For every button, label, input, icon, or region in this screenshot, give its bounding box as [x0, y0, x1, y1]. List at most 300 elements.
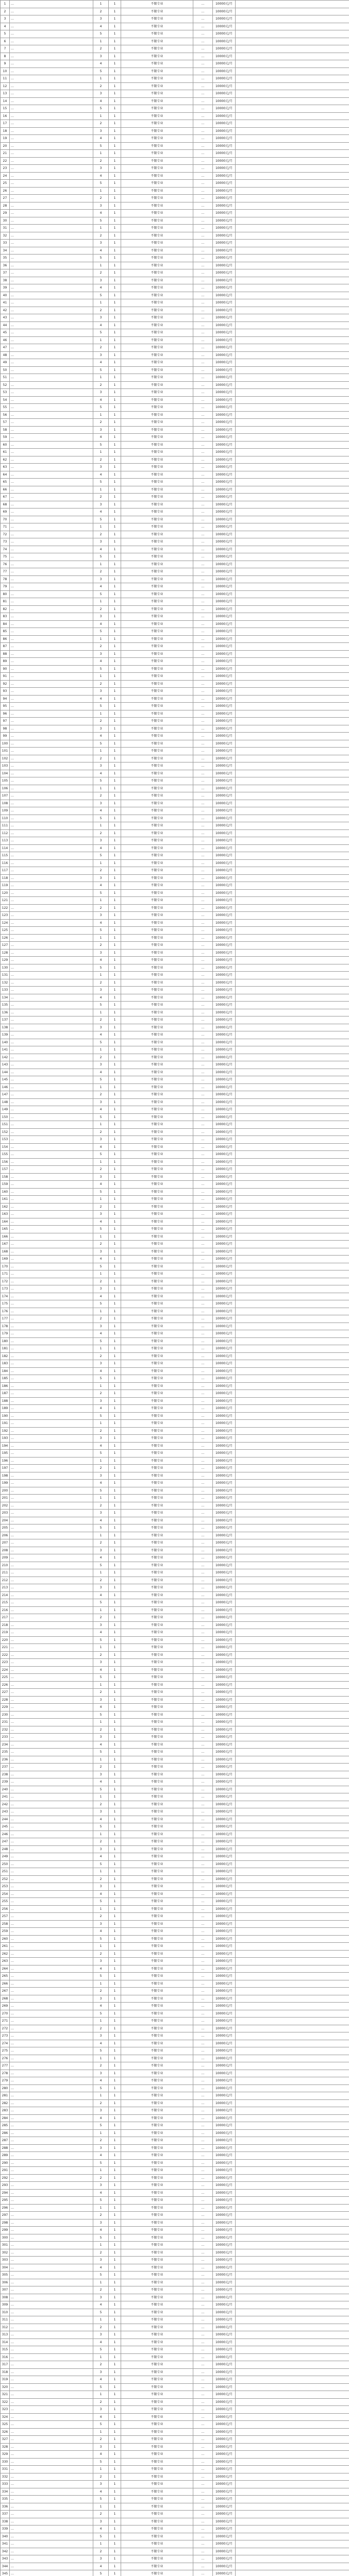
count: 1 — [109, 1076, 121, 1084]
degree: … — [193, 770, 213, 777]
org-name: … — [10, 67, 93, 75]
org-name: … — [10, 120, 93, 128]
remark — [236, 792, 349, 800]
degree: … — [193, 2249, 213, 2257]
major: 不限专业 — [121, 2376, 193, 2384]
post-code: 1 — [93, 150, 109, 158]
degree: … — [193, 1554, 213, 1562]
major: 不限专业 — [121, 2518, 193, 2526]
table-row — [1, 2084, 349, 2092]
table-row — [1, 2383, 349, 2391]
count: 1 — [109, 2496, 121, 2503]
post-code: 3 — [93, 389, 109, 397]
count: 1 — [109, 2518, 121, 2526]
salary: 10000元/月 — [213, 859, 236, 867]
post-code: 3 — [93, 1024, 109, 1031]
major: 不限专业 — [121, 299, 193, 307]
count: 1 — [109, 2018, 121, 2025]
degree: … — [193, 2466, 213, 2473]
org-name: … — [10, 187, 93, 195]
post-code: 4 — [93, 2003, 109, 2010]
remark — [236, 1076, 349, 1084]
degree: … — [193, 1233, 213, 1241]
post-code: 5 — [93, 1226, 109, 1233]
salary: 10000元/月 — [213, 240, 236, 247]
row-number: 21 — [1, 150, 10, 158]
remark — [236, 381, 349, 389]
table-row — [1, 120, 349, 128]
remark — [236, 673, 349, 681]
post-code: 1 — [93, 262, 109, 269]
remark — [236, 867, 349, 875]
post-code: 4 — [93, 695, 109, 703]
row-number: 269 — [1, 2003, 10, 2010]
remark — [236, 1188, 349, 1196]
post-code: 4 — [93, 1666, 109, 1674]
remark — [236, 2353, 349, 2361]
count: 1 — [109, 1420, 121, 1428]
major: 不限专业 — [121, 359, 193, 367]
post-code: 5 — [93, 2458, 109, 2466]
degree: … — [193, 2257, 213, 2264]
table-row — [1, 2070, 349, 2077]
table-row — [1, 1719, 349, 1726]
major: 不限专业 — [121, 1532, 193, 1539]
major: 不限专业 — [121, 777, 193, 785]
major: 不限专业 — [121, 1845, 193, 1853]
degree: … — [193, 82, 213, 90]
count: 1 — [109, 1166, 121, 1174]
remark — [236, 553, 349, 561]
post-code: 2 — [93, 2099, 109, 2107]
degree: … — [193, 1442, 213, 1450]
row-number: 340 — [1, 2533, 10, 2540]
org-name: … — [10, 2421, 93, 2429]
org-name: … — [10, 1278, 93, 1285]
org-name: … — [10, 217, 93, 225]
major: 不限专业 — [121, 1211, 193, 1218]
major: 不限专业 — [121, 1076, 193, 1084]
table-row — [1, 2376, 349, 2384]
org-name: … — [10, 1203, 93, 1211]
count: 1 — [109, 934, 121, 942]
count: 1 — [109, 2353, 121, 2361]
org-name: … — [10, 2481, 93, 2488]
row-number: 147 — [1, 1091, 10, 1099]
table-row — [1, 2294, 349, 2301]
salary: 10000元/月 — [213, 1674, 236, 1682]
count: 1 — [109, 1046, 121, 1054]
salary: 10000元/月 — [213, 1711, 236, 1719]
salary: 10000元/月 — [213, 1412, 236, 1420]
row-number: 52 — [1, 381, 10, 389]
table-row — [1, 2257, 349, 2264]
org-name: … — [10, 837, 93, 845]
count: 1 — [109, 1584, 121, 1592]
post-code: 5 — [93, 590, 109, 598]
major: 不限专业 — [121, 2234, 193, 2242]
major: 不限专业 — [121, 2137, 193, 2145]
table-row — [1, 785, 349, 792]
major: 不限专业 — [121, 240, 193, 247]
degree: … — [193, 2331, 213, 2339]
major: 不限专业 — [121, 546, 193, 553]
row-number: 29 — [1, 210, 10, 217]
org-name: … — [10, 2286, 93, 2294]
degree: … — [193, 1091, 213, 1099]
org-name: … — [10, 1741, 93, 1749]
post-code: 1 — [93, 2055, 109, 2062]
remark — [236, 112, 349, 120]
org-name: … — [10, 2496, 93, 2503]
major: 不限专业 — [121, 1158, 193, 1166]
degree: … — [193, 1263, 213, 1270]
table-row — [1, 1726, 349, 1734]
salary: 10000元/月 — [213, 695, 236, 703]
count: 1 — [109, 1061, 121, 1069]
org-name: … — [10, 1711, 93, 1719]
major: 不限专业 — [121, 1659, 193, 1667]
remark — [236, 262, 349, 269]
salary: 10000元/月 — [213, 344, 236, 352]
table-row — [1, 464, 349, 471]
count: 1 — [109, 381, 121, 389]
table-row — [1, 1397, 349, 1405]
degree: … — [193, 127, 213, 135]
table-row — [1, 523, 349, 531]
post-code: 4 — [93, 1106, 109, 1114]
post-code: 5 — [93, 441, 109, 449]
org-name: … — [10, 2391, 93, 2399]
post-code: 2 — [93, 1651, 109, 1659]
degree: … — [193, 2144, 213, 2152]
remark — [236, 2047, 349, 2055]
degree: … — [193, 1188, 213, 1196]
org-name: … — [10, 755, 93, 762]
count: 1 — [109, 1128, 121, 1136]
remark — [236, 583, 349, 591]
count: 1 — [109, 1845, 121, 1853]
row-number: 294 — [1, 2189, 10, 2197]
post-code: 1 — [93, 1046, 109, 1054]
org-name: … — [10, 979, 93, 987]
table-row — [1, 411, 349, 419]
count: 1 — [109, 2376, 121, 2384]
count: 1 — [109, 740, 121, 748]
table-row — [1, 718, 349, 725]
org-name: … — [10, 2294, 93, 2301]
count: 1 — [109, 217, 121, 225]
row-number: 267 — [1, 1988, 10, 1995]
org-name: … — [10, 1838, 93, 1846]
major: 不限专业 — [121, 1965, 193, 1973]
degree: … — [193, 800, 213, 807]
post-code: 5 — [93, 105, 109, 113]
remark — [236, 1629, 349, 1637]
count: 1 — [109, 1704, 121, 1711]
salary: 10000元/月 — [213, 2383, 236, 2391]
table-row — [1, 553, 349, 561]
post-code: 1 — [93, 673, 109, 681]
post-code: 1 — [93, 2092, 109, 2100]
row-number: 39 — [1, 284, 10, 292]
salary: 10000元/月 — [213, 284, 236, 292]
org-name: … — [10, 1285, 93, 1293]
salary: 10000元/月 — [213, 1629, 236, 1637]
degree: … — [193, 807, 213, 815]
major: 不限专业 — [121, 859, 193, 867]
table-row — [1, 1681, 349, 1689]
count: 1 — [109, 748, 121, 755]
remark — [236, 2189, 349, 2197]
count: 1 — [109, 1898, 121, 1906]
remark — [236, 426, 349, 434]
major: 不限专业 — [121, 2540, 193, 2548]
post-code: 4 — [93, 1069, 109, 1076]
remark — [236, 665, 349, 673]
remark — [236, 1480, 349, 1487]
table-row — [1, 1173, 349, 1181]
count: 1 — [109, 2003, 121, 2010]
major: 不限专业 — [121, 1524, 193, 1532]
count: 1 — [109, 1719, 121, 1726]
count: 1 — [109, 2361, 121, 2369]
table-row — [1, 897, 349, 905]
row-number: 175 — [1, 1300, 10, 1308]
remark — [236, 1226, 349, 1233]
count: 1 — [109, 1360, 121, 1368]
row-number: 300 — [1, 2234, 10, 2242]
post-code: 2 — [93, 792, 109, 800]
table-row — [1, 479, 349, 486]
salary: 10000元/月 — [213, 912, 236, 920]
table-row — [1, 733, 349, 740]
degree: … — [193, 2286, 213, 2294]
org-name: … — [10, 2383, 93, 2391]
major: 不限专业 — [121, 1719, 193, 1726]
salary: 10000元/月 — [213, 2032, 236, 2040]
remark — [236, 396, 349, 404]
remark — [236, 1823, 349, 1831]
degree: … — [193, 1113, 213, 1121]
salary: 10000元/月 — [213, 994, 236, 1002]
degree: … — [193, 815, 213, 822]
count: 1 — [109, 1083, 121, 1091]
org-name: … — [10, 2070, 93, 2077]
remark — [236, 1382, 349, 1390]
salary: 10000元/月 — [213, 1666, 236, 1674]
post-code: 2 — [93, 1726, 109, 1734]
row-number: 324 — [1, 2413, 10, 2421]
salary: 10000元/月 — [213, 2473, 236, 2481]
major: 不限专业 — [121, 725, 193, 733]
degree: … — [193, 2555, 213, 2563]
degree: … — [193, 1450, 213, 1458]
remark — [236, 755, 349, 762]
major: 不限专业 — [121, 964, 193, 972]
degree: … — [193, 1681, 213, 1689]
degree: … — [193, 434, 213, 442]
org-name: … — [10, 1016, 93, 1024]
row-number: 188 — [1, 1397, 10, 1405]
count: 1 — [109, 1091, 121, 1099]
major: 不限专业 — [121, 90, 193, 98]
org-name: … — [10, 1577, 93, 1584]
post-code: 1 — [93, 1681, 109, 1689]
major: 不限专业 — [121, 2107, 193, 2115]
post-code: 2 — [93, 2361, 109, 2369]
row-number: 116 — [1, 859, 10, 867]
major: 不限专业 — [121, 2488, 193, 2496]
row-number: 235 — [1, 1749, 10, 1756]
count: 1 — [109, 1980, 121, 1988]
degree: … — [193, 2197, 213, 2205]
remark — [236, 2458, 349, 2466]
table-row — [1, 165, 349, 173]
salary: 10000元/月 — [213, 949, 236, 957]
post-code: 2 — [93, 2511, 109, 2518]
row-number: 202 — [1, 1502, 10, 1510]
remark — [236, 635, 349, 643]
remark — [236, 2481, 349, 2488]
salary: 10000元/月 — [213, 2003, 236, 2010]
count: 1 — [109, 718, 121, 725]
degree: … — [193, 1061, 213, 1069]
row-number: 286 — [1, 2129, 10, 2137]
count: 1 — [109, 1352, 121, 1360]
count: 1 — [109, 643, 121, 651]
row-number: 51 — [1, 374, 10, 382]
post-code: 1 — [93, 1793, 109, 1801]
major: 不限专业 — [121, 2264, 193, 2272]
degree: … — [193, 643, 213, 651]
table-row — [1, 142, 349, 150]
degree: … — [193, 2114, 213, 2122]
row-number: 327 — [1, 2436, 10, 2444]
post-code: 1 — [93, 1158, 109, 1166]
salary: 10000元/月 — [213, 1054, 236, 1061]
org-name: … — [10, 1098, 93, 1106]
row-number: 78 — [1, 575, 10, 583]
post-code: 3 — [93, 2032, 109, 2040]
org-name: … — [10, 479, 93, 486]
major: 不限专业 — [121, 1749, 193, 1756]
row-number: 149 — [1, 1106, 10, 1114]
degree: … — [193, 60, 213, 68]
remark — [236, 2540, 349, 2548]
row-number: 28 — [1, 202, 10, 210]
table-row — [1, 546, 349, 553]
post-code: 1 — [93, 859, 109, 867]
post-code: 2 — [93, 1203, 109, 1211]
post-code: 5 — [93, 329, 109, 337]
major: 不限专业 — [121, 2242, 193, 2249]
remark — [236, 964, 349, 972]
salary: 10000元/月 — [213, 785, 236, 792]
major: 不限专业 — [121, 590, 193, 598]
table-row — [1, 97, 349, 105]
major: 不限专业 — [121, 456, 193, 464]
org-name: … — [10, 1352, 93, 1360]
salary: 10000元/月 — [213, 2511, 236, 2518]
degree: … — [193, 837, 213, 845]
post-code: 3 — [93, 2368, 109, 2376]
table-row — [1, 1764, 349, 1771]
degree: … — [193, 351, 213, 359]
post-code: 3 — [93, 800, 109, 807]
degree: … — [193, 2107, 213, 2115]
post-code: 3 — [93, 1360, 109, 1368]
table-row — [1, 1771, 349, 1778]
remark — [236, 1935, 349, 1943]
post-code: 2 — [93, 82, 109, 90]
major: 不限专业 — [121, 67, 193, 75]
post-code: 4 — [93, 658, 109, 666]
row-number: 55 — [1, 404, 10, 412]
post-code: 1 — [93, 1308, 109, 1315]
table-row — [1, 1591, 349, 1599]
row-number: 223 — [1, 1659, 10, 1667]
org-name: … — [10, 210, 93, 217]
degree: … — [193, 1405, 213, 1413]
row-number: 163 — [1, 1211, 10, 1218]
post-code: 3 — [93, 575, 109, 583]
remark — [236, 770, 349, 777]
remark — [236, 329, 349, 337]
row-number: 210 — [1, 1562, 10, 1569]
remark — [236, 1726, 349, 1734]
table-row — [1, 1158, 349, 1166]
org-name: … — [10, 2182, 93, 2190]
salary: 10000元/月 — [213, 366, 236, 374]
remark — [236, 1958, 349, 1965]
degree: … — [193, 2301, 213, 2309]
major: 不限专业 — [121, 1636, 193, 1644]
remark — [236, 2114, 349, 2122]
major: 不限专业 — [121, 2204, 193, 2212]
salary: 10000元/月 — [213, 449, 236, 456]
degree: … — [193, 97, 213, 105]
org-name: … — [10, 912, 93, 920]
major: 不限专业 — [121, 688, 193, 696]
org-name: … — [10, 628, 93, 636]
salary: 10000元/月 — [213, 120, 236, 128]
org-name: … — [10, 1435, 93, 1443]
post-code: 3 — [93, 2182, 109, 2190]
major: 不限专业 — [121, 919, 193, 927]
salary: 10000元/月 — [213, 2406, 236, 2414]
row-number: 320 — [1, 2383, 10, 2391]
major: 不限专业 — [121, 1980, 193, 1988]
post-code: 3 — [93, 538, 109, 546]
salary: 10000元/月 — [213, 2451, 236, 2459]
post-code: 1 — [93, 299, 109, 307]
degree: … — [193, 1928, 213, 1936]
table-row — [1, 8, 349, 15]
count: 1 — [109, 374, 121, 382]
post-code: 5 — [93, 67, 109, 75]
post-code: 4 — [93, 321, 109, 329]
count: 1 — [109, 987, 121, 994]
row-number: 214 — [1, 1591, 10, 1599]
count: 1 — [109, 523, 121, 531]
remark — [236, 710, 349, 718]
salary: 10000元/月 — [213, 1913, 236, 1921]
org-name: … — [10, 2167, 93, 2175]
post-code: 2 — [93, 1913, 109, 1921]
salary: 10000元/月 — [213, 2264, 236, 2272]
post-code: 3 — [93, 426, 109, 434]
